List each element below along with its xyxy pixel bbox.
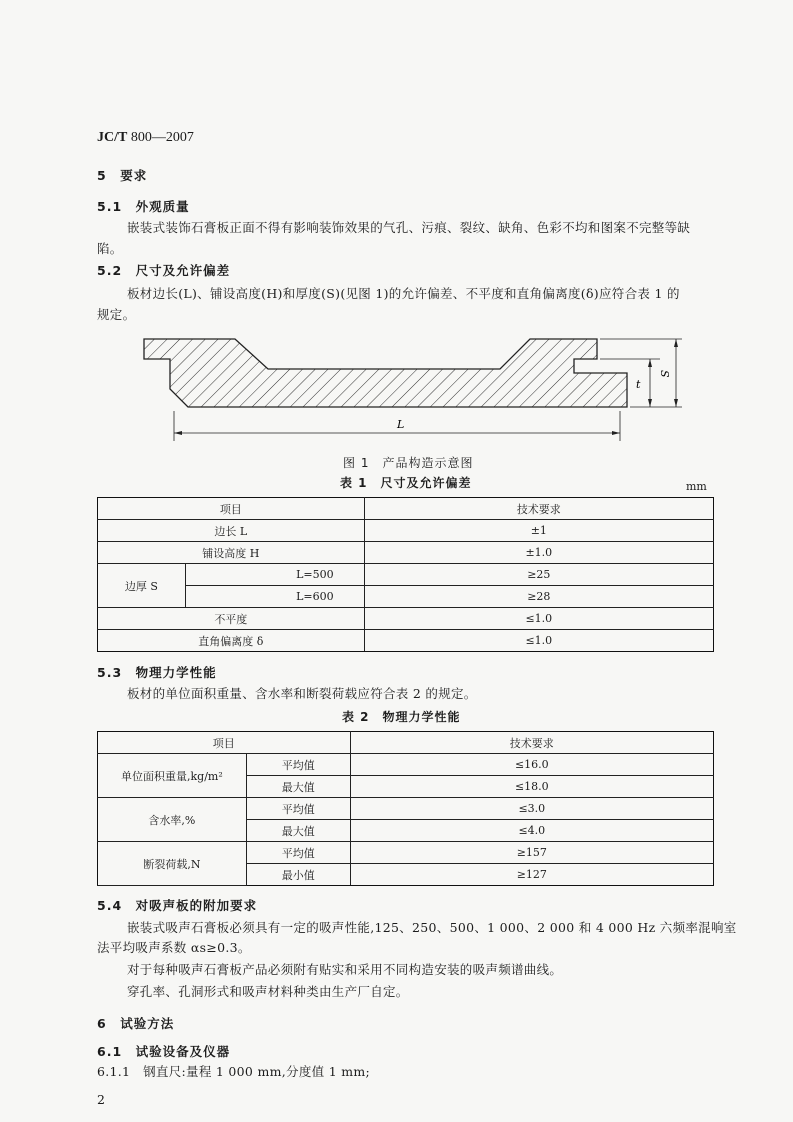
table-cell: ±1	[364, 520, 713, 542]
table-cell: 铺设高度 H	[98, 542, 365, 564]
table-header-item: 项目	[98, 498, 365, 520]
table-2-caption: 表 2 物理力学性能	[342, 710, 461, 724]
table-cell: ≤1.0	[364, 630, 713, 652]
board-cross-section	[144, 339, 627, 407]
section-6-heading: 6 试验方法	[97, 1016, 175, 1031]
table-1-unit: mm	[686, 480, 707, 493]
paragraph-5-4-line2: 法平均吸声系数 αs≥0.3。	[97, 940, 251, 955]
page-number: 2	[97, 1092, 106, 1107]
table-cell: 边长 L	[98, 520, 365, 542]
table-row	[98, 498, 714, 520]
table-cell: ≥28	[364, 586, 713, 608]
paragraph-5-2-line1: 板材边长(L)、铺设高度(H)和厚度(S)(见图 1)的允许偏差、不平度和直角偏离度(δ)应符合表 1 的	[127, 286, 680, 301]
label-L: L	[397, 418, 405, 431]
table-cell: ≤16.0	[350, 754, 713, 776]
paragraph-5-1-line1: 嵌装式装饰石膏板正面不得有影响装饰效果的气孔、污痕、裂纹、缺角、色彩不均和图案不完整等缺	[127, 220, 691, 235]
table-header-item: 项目	[98, 732, 351, 754]
table-cell: 最大值	[246, 776, 350, 798]
table-cell: ≤18.0	[350, 776, 713, 798]
table-header-req: 技术要求	[364, 498, 713, 520]
table-cell: 平均值	[246, 842, 350, 864]
table-cell: 不平度	[98, 608, 365, 630]
table-cell: ≥157	[350, 842, 713, 864]
table-cell: 平均值	[246, 754, 350, 776]
paragraph-5-4-line4: 穿孔率、孔洞形式和吸声材料种类由生产厂自定。	[127, 984, 409, 999]
product-structure-figure	[130, 325, 700, 450]
table-cell: ≥25	[364, 564, 713, 586]
table-cell: 直角偏离度 δ	[98, 630, 365, 652]
table-cell: 平均值	[246, 798, 350, 820]
section-6-1-heading: 6.1 试验设备及仪器	[97, 1044, 231, 1059]
table-cell: ≤3.0	[350, 798, 713, 820]
section-5-4-heading: 5.4 对吸声板的附加要求	[97, 898, 258, 913]
standard-code: JC/T 800—2007	[97, 130, 194, 145]
table-cell: ≤4.0	[350, 820, 713, 842]
paragraph-6-1-1: 6.1.1 钢直尺:量程 1 000 mm,分度值 1 mm;	[97, 1064, 371, 1079]
table-cell: L=600	[185, 586, 364, 608]
section-5-1-heading: 5.1 外观质量	[97, 199, 190, 214]
table-row	[98, 608, 714, 630]
paragraph-5-1-line2: 陷。	[97, 241, 123, 256]
label-t: t	[636, 378, 641, 391]
table-cell: 最小值	[246, 864, 350, 886]
table-cell: 边厚 S	[98, 564, 186, 608]
table-row	[98, 842, 714, 864]
table-row	[98, 798, 714, 820]
table-row	[98, 564, 714, 586]
table-cell: 断裂荷载,N	[98, 842, 247, 886]
table-2	[97, 731, 714, 886]
section-5-3-heading: 5.3 物理力学性能	[97, 665, 217, 680]
table-cell: L=500	[185, 564, 364, 586]
table-cell: ≥127	[350, 864, 713, 886]
paragraph-5-3: 板材的单位面积重量、含水率和断裂荷载应符合表 2 的规定。	[127, 686, 477, 701]
table-cell: 单位面积重量,kg/m²	[98, 754, 247, 798]
table-cell: 最大值	[246, 820, 350, 842]
section-5-2-heading: 5.2 尺寸及允许偏差	[97, 263, 231, 278]
table-cell: ±1.0	[364, 542, 713, 564]
table-row	[98, 586, 714, 608]
section-5-heading: 5 要求	[97, 168, 148, 183]
table-1-caption: 表 1 尺寸及允许偏差	[340, 476, 472, 490]
label-S: S	[658, 370, 671, 378]
table-row	[98, 520, 714, 542]
table-row	[98, 542, 714, 564]
table-row	[98, 732, 714, 754]
table-row	[98, 630, 714, 652]
paragraph-5-4-line1: 嵌装式吸声石膏板必须具有一定的吸声性能,125、250、500、1 000、2 000 和 4 000 Hz 六频率混响室	[127, 920, 737, 935]
paragraph-5-4-line3: 对于每种吸声石膏板产品必须附有贴实和采用不同构造安装的吸声频谱曲线。	[127, 962, 563, 977]
table-1	[97, 497, 714, 652]
table-row	[98, 754, 714, 776]
table-cell: 含水率,%	[98, 798, 247, 842]
table-cell: ≤1.0	[364, 608, 713, 630]
table-header-req: 技术要求	[350, 732, 713, 754]
figure-1-caption: 图 1 产品构造示意图	[343, 456, 474, 470]
paragraph-5-2-line2: 规定。	[97, 307, 136, 322]
